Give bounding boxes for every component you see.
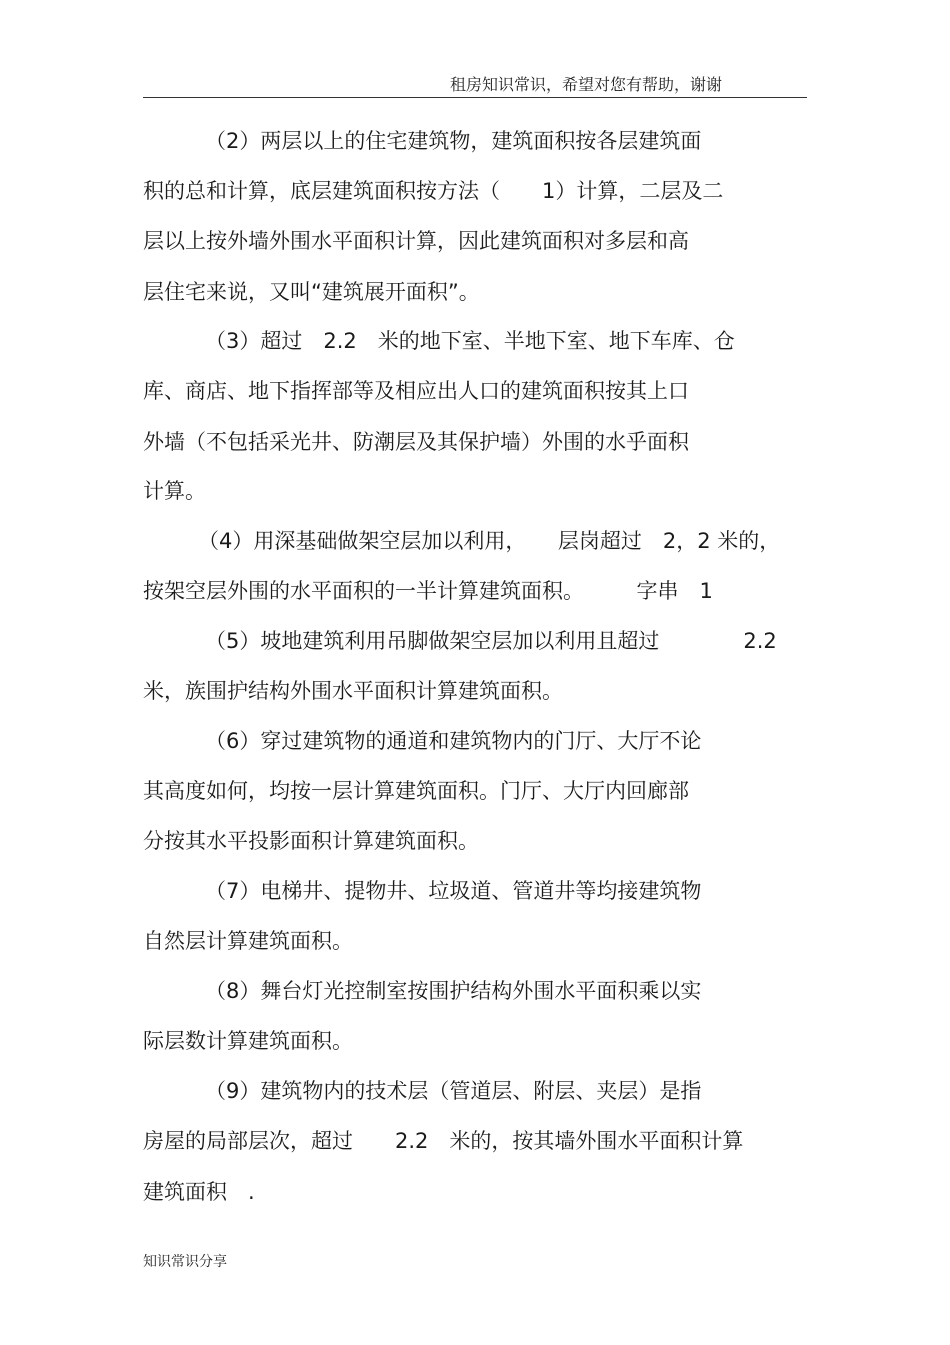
text-line: （4）用深基础做架空层加以利用， 层岗超过 2，2 米的，: [198, 529, 781, 553]
page-footer-text: 知识常识分享: [143, 1254, 227, 1270]
text-line: （7）电梯井、提物井、垃圾道、管道井等均接建筑物: [205, 879, 702, 903]
text-line: 建筑面积 .: [143, 1180, 255, 1204]
text-line: 其高度如何，均按一层计算建筑面积。门厅、大厅内回廊部: [143, 779, 689, 803]
text-line: 层以上按外墙外围水平面积计算，因此建筑面积对多层和高: [143, 229, 689, 253]
text-line: 计算。: [143, 479, 206, 503]
text-line: 际层数计算建筑面积。: [143, 1029, 353, 1053]
text-line: 按架空层外围的水平面积的一半计算建筑面积。 字串 1: [143, 579, 713, 603]
text-line: （8）舞台灯光控制室按围护结构外围水平面积乘以实: [205, 979, 702, 1003]
text-line: （2）两层以上的住宅建筑物，建筑面积按各层建筑面: [205, 129, 702, 153]
text-line: 外墙（不包括采光井、防潮层及其保护墙）外围的水乎面积: [143, 430, 689, 454]
header-divider: [143, 97, 807, 98]
text-line: （9）建筑物内的技术层（管道层、附层、夹层）是指: [205, 1079, 702, 1103]
text-line: 库、商店、地下指挥部等及相应出人口的建筑面积按其上口: [143, 379, 689, 403]
text-line: 房屋的局部层次，超过 2.2 米的，按其墙外围水平面积计算: [143, 1129, 744, 1153]
text-line: 层住宅来说，又叫“建筑展开面积”。: [143, 280, 480, 304]
text-line: （3）超过 2.2 米的地下室、半地下室、地下车库、仓: [205, 329, 735, 353]
text-line: 米，族围护结构外围水平面积计算建筑面积。: [143, 679, 563, 703]
text-line: （6）穿过建筑物的通道和建筑物内的门厅、大厅不论: [205, 729, 702, 753]
text-line: 自然层计算建筑面积。: [143, 929, 353, 953]
page-header-title: 租房知识常识，希望对您有帮助，谢谢: [450, 75, 723, 94]
text-line: 分按其水平投影面积计算建筑面积。: [143, 829, 479, 853]
text-line: 积的总和计算，底层建筑面积按方法（ 1）计算，二层及二: [143, 179, 724, 203]
text-line: （5）坡地建筑利用吊脚做架空层加以利用且超过 2.2: [205, 629, 777, 653]
